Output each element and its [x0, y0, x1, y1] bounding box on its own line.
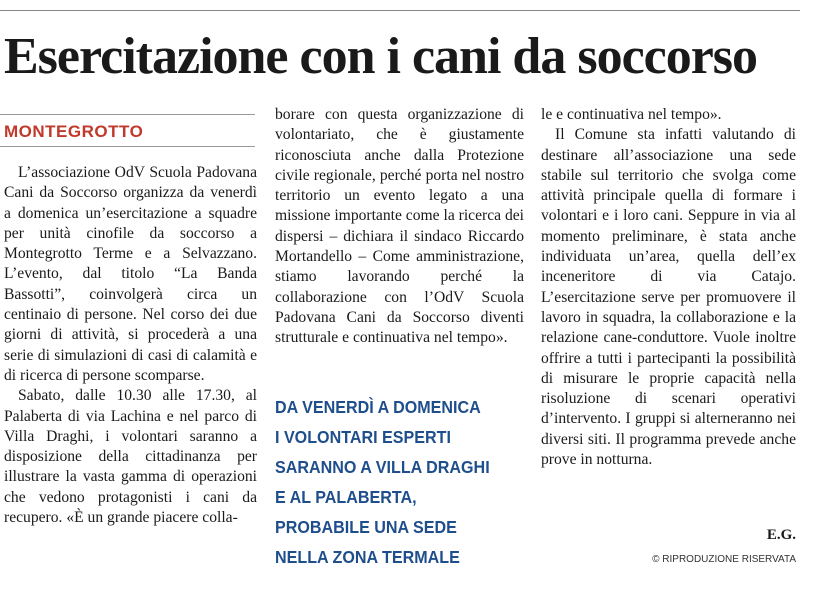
top-rule	[0, 10, 800, 11]
author-signature: E.G.	[766, 527, 796, 543]
pull-quote-line: PROBABILE UNA SEDE	[275, 517, 457, 537]
copyright-notice: © RIPRODUZIONE RISERVATA	[652, 554, 796, 565]
article-column-2	[275, 105, 524, 349]
kicker-rule-top	[0, 114, 255, 115]
location-kicker: MONTEGROTTO	[4, 122, 144, 141]
paragraph: le e continuativa nel tempo».	[541, 106, 722, 123]
pull-quote-line: DA VENERDÌ A DOMENICA	[275, 397, 481, 417]
pull-quote-line: E AL PALABERTA,	[275, 487, 417, 507]
article-column-1	[4, 163, 257, 528]
pull-quote-line: SARANNO A VILLA DRAGHI	[275, 457, 490, 477]
article-headline: Esercitazione con i cani da soccorso	[4, 28, 758, 85]
pull-quote-line: I VOLONTARI ESPERTI	[275, 427, 451, 447]
paragraph: Sabato, dalle 10.30 alle 17.30, al Palaberta di via Lachina e nel parco di Villa Draghi, i volontari saranno a disposizione della cittadinanza per illustrare la vasta gamma di operazioni che vedono protagonisti i cani da recupero. «È un grande piacere colla-	[4, 387, 257, 527]
pull-quote-line: NELLA ZONA TERMALE	[275, 547, 460, 567]
paragraph: L’associazione OdV Scuola Padovana Cani da Soccorso organizza da venerdì a domenica un’esercitazione a squadre per unità cinofile da soccorso a Montegrotto Terme e a Selvazzano. L’evento, dal titolo “La Banda Bassotti”, coinvolgerà circa un centinaio di persone. Nel corso dei due giorni di attività, si procederà a una serie di simulazioni di casi di calamità e di ricerca di persone scomparse.	[4, 164, 257, 384]
paragraph: borare con questa organizzazione di volontariato, che è giustamente riconosciuta anche dalla Protezione civile regionale, perché porta nel nostro territorio un evento legato a una missione importante come la ricerca dei dispersi – dichiara il sindaco Riccardo Mortandello – Come amministrazione, stiamo lavorando perché la collaborazione con l’OdV Scuola Padovana Cani da Soccorso diventi strutturale e continuativa nel tempo».	[275, 106, 524, 347]
kicker-rule-bottom	[0, 146, 255, 147]
paragraph: Il Comune sta infatti valutando di destinare all’associazione una sede stabile sul territorio che svolga come attività principale quella di formare i volontari e i loro cani. Seppure in via al momento preliminare, è stata anche individuata un’area, quella dell’ex inceneritore di via Catajo. L’esercitazione serve per promuovere il lavoro in squadra, la collaborazione e la relazione cane-conduttore. Vuole inoltre offrire a tutti i partecipanti la possibilità di misurare le proprie capacità nella risoluzione di scenari operativi d’intervento. I gruppi si alterneranno nei diversi siti. Il programma prevede anche prove in notturna.	[541, 126, 796, 469]
pull-quote	[275, 392, 505, 572]
article-column-3	[541, 105, 796, 470]
